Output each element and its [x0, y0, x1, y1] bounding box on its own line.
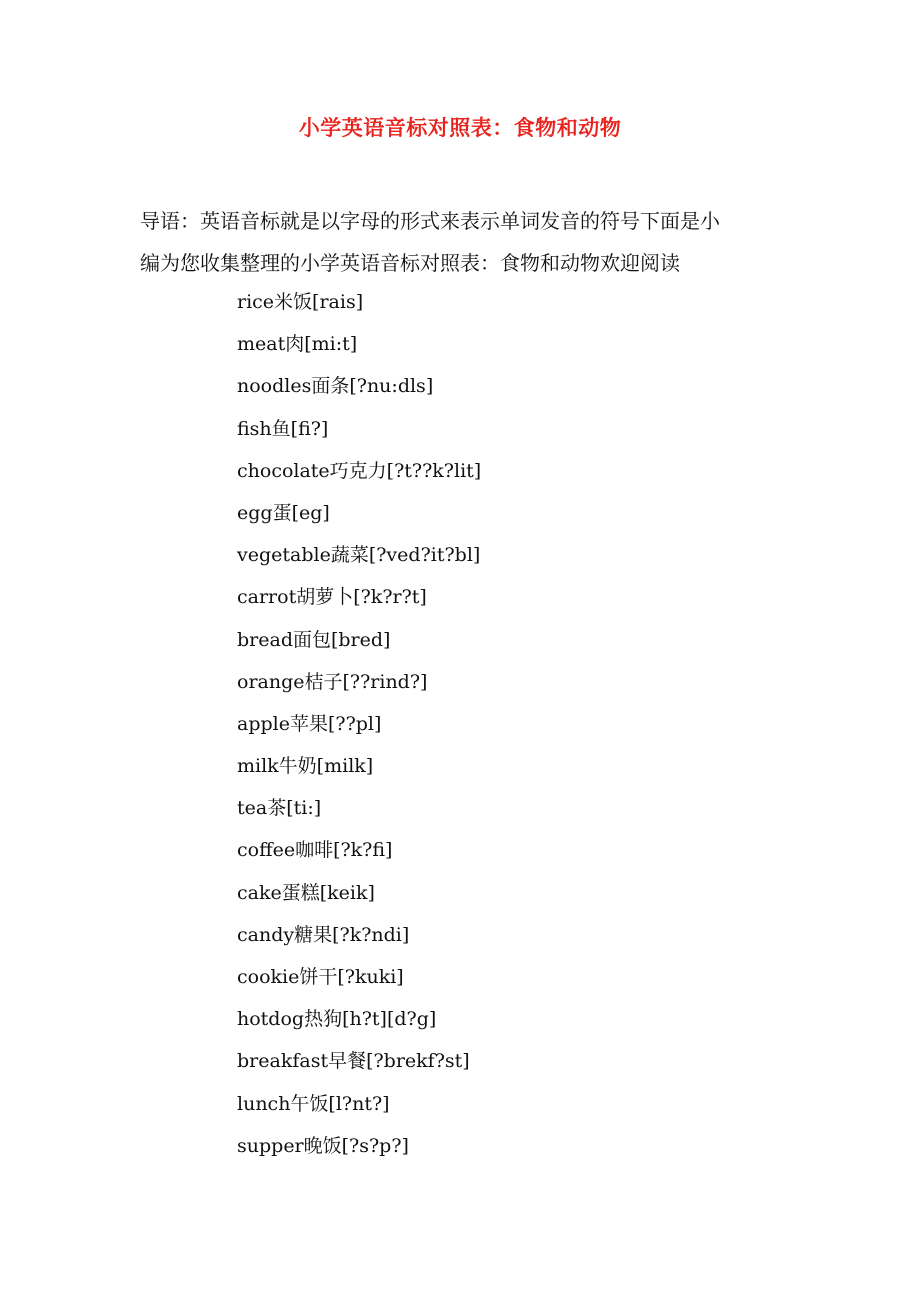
vocabulary-item: meat肉[mi:t] — [237, 333, 358, 356]
vocabulary-item: egg蛋[eg] — [237, 501, 330, 524]
vocabulary-item: orange桔子[??rind?] — [237, 670, 428, 693]
vocabulary-item: rice米饭[rais] — [237, 291, 364, 313]
vocabulary-list — [237, 283, 481, 1169]
vocabulary-item: hotdog热狗[h?t][d?g] — [237, 1008, 437, 1031]
vocabulary-item: lunch午饭[l?nt?] — [237, 1092, 390, 1115]
vocabulary-item: milk牛奶[milk] — [237, 755, 374, 778]
intro-line: 编为您收集整理的小学英语音标对照表：食物和动物欢迎阅读 — [140, 251, 680, 275]
intro-line: 导语：英语音标就是以字母的形式来表示单词发音的符号下面是小 — [140, 209, 720, 233]
vocabulary-item: supper晚饭[?s?p?] — [237, 1134, 409, 1157]
vocabulary-item: coffee咖啡[?k?fi] — [237, 839, 393, 862]
document-title: 小学英语音标对照表：食物和动物 — [298, 115, 622, 140]
vocabulary-item: candy糖果[?k?ndi] — [237, 923, 410, 946]
vocabulary-item: apple苹果[??pl] — [237, 712, 382, 735]
vocabulary-item: tea茶[ti:] — [237, 797, 322, 820]
vocabulary-item: noodles面条[?nu:dls] — [237, 375, 434, 398]
intro-paragraph — [140, 200, 780, 284]
vocabulary-item: carrot胡萝卜[?k?r?t] — [237, 586, 427, 609]
vocabulary-item: chocolate巧克力[?t??k?lit] — [237, 459, 482, 482]
vocabulary-item: vegetable蔬菜[?ved?it?bl] — [237, 544, 481, 567]
vocabulary-item: fish鱼[fi?] — [237, 417, 329, 440]
vocabulary-item: cake蛋糕[keik] — [237, 881, 375, 904]
vocabulary-item: bread面包[bred] — [237, 628, 391, 651]
vocabulary-item: breakfast早餐[?brekf?st] — [237, 1050, 470, 1073]
vocabulary-item: cookie饼干[?kuki] — [237, 966, 404, 988]
